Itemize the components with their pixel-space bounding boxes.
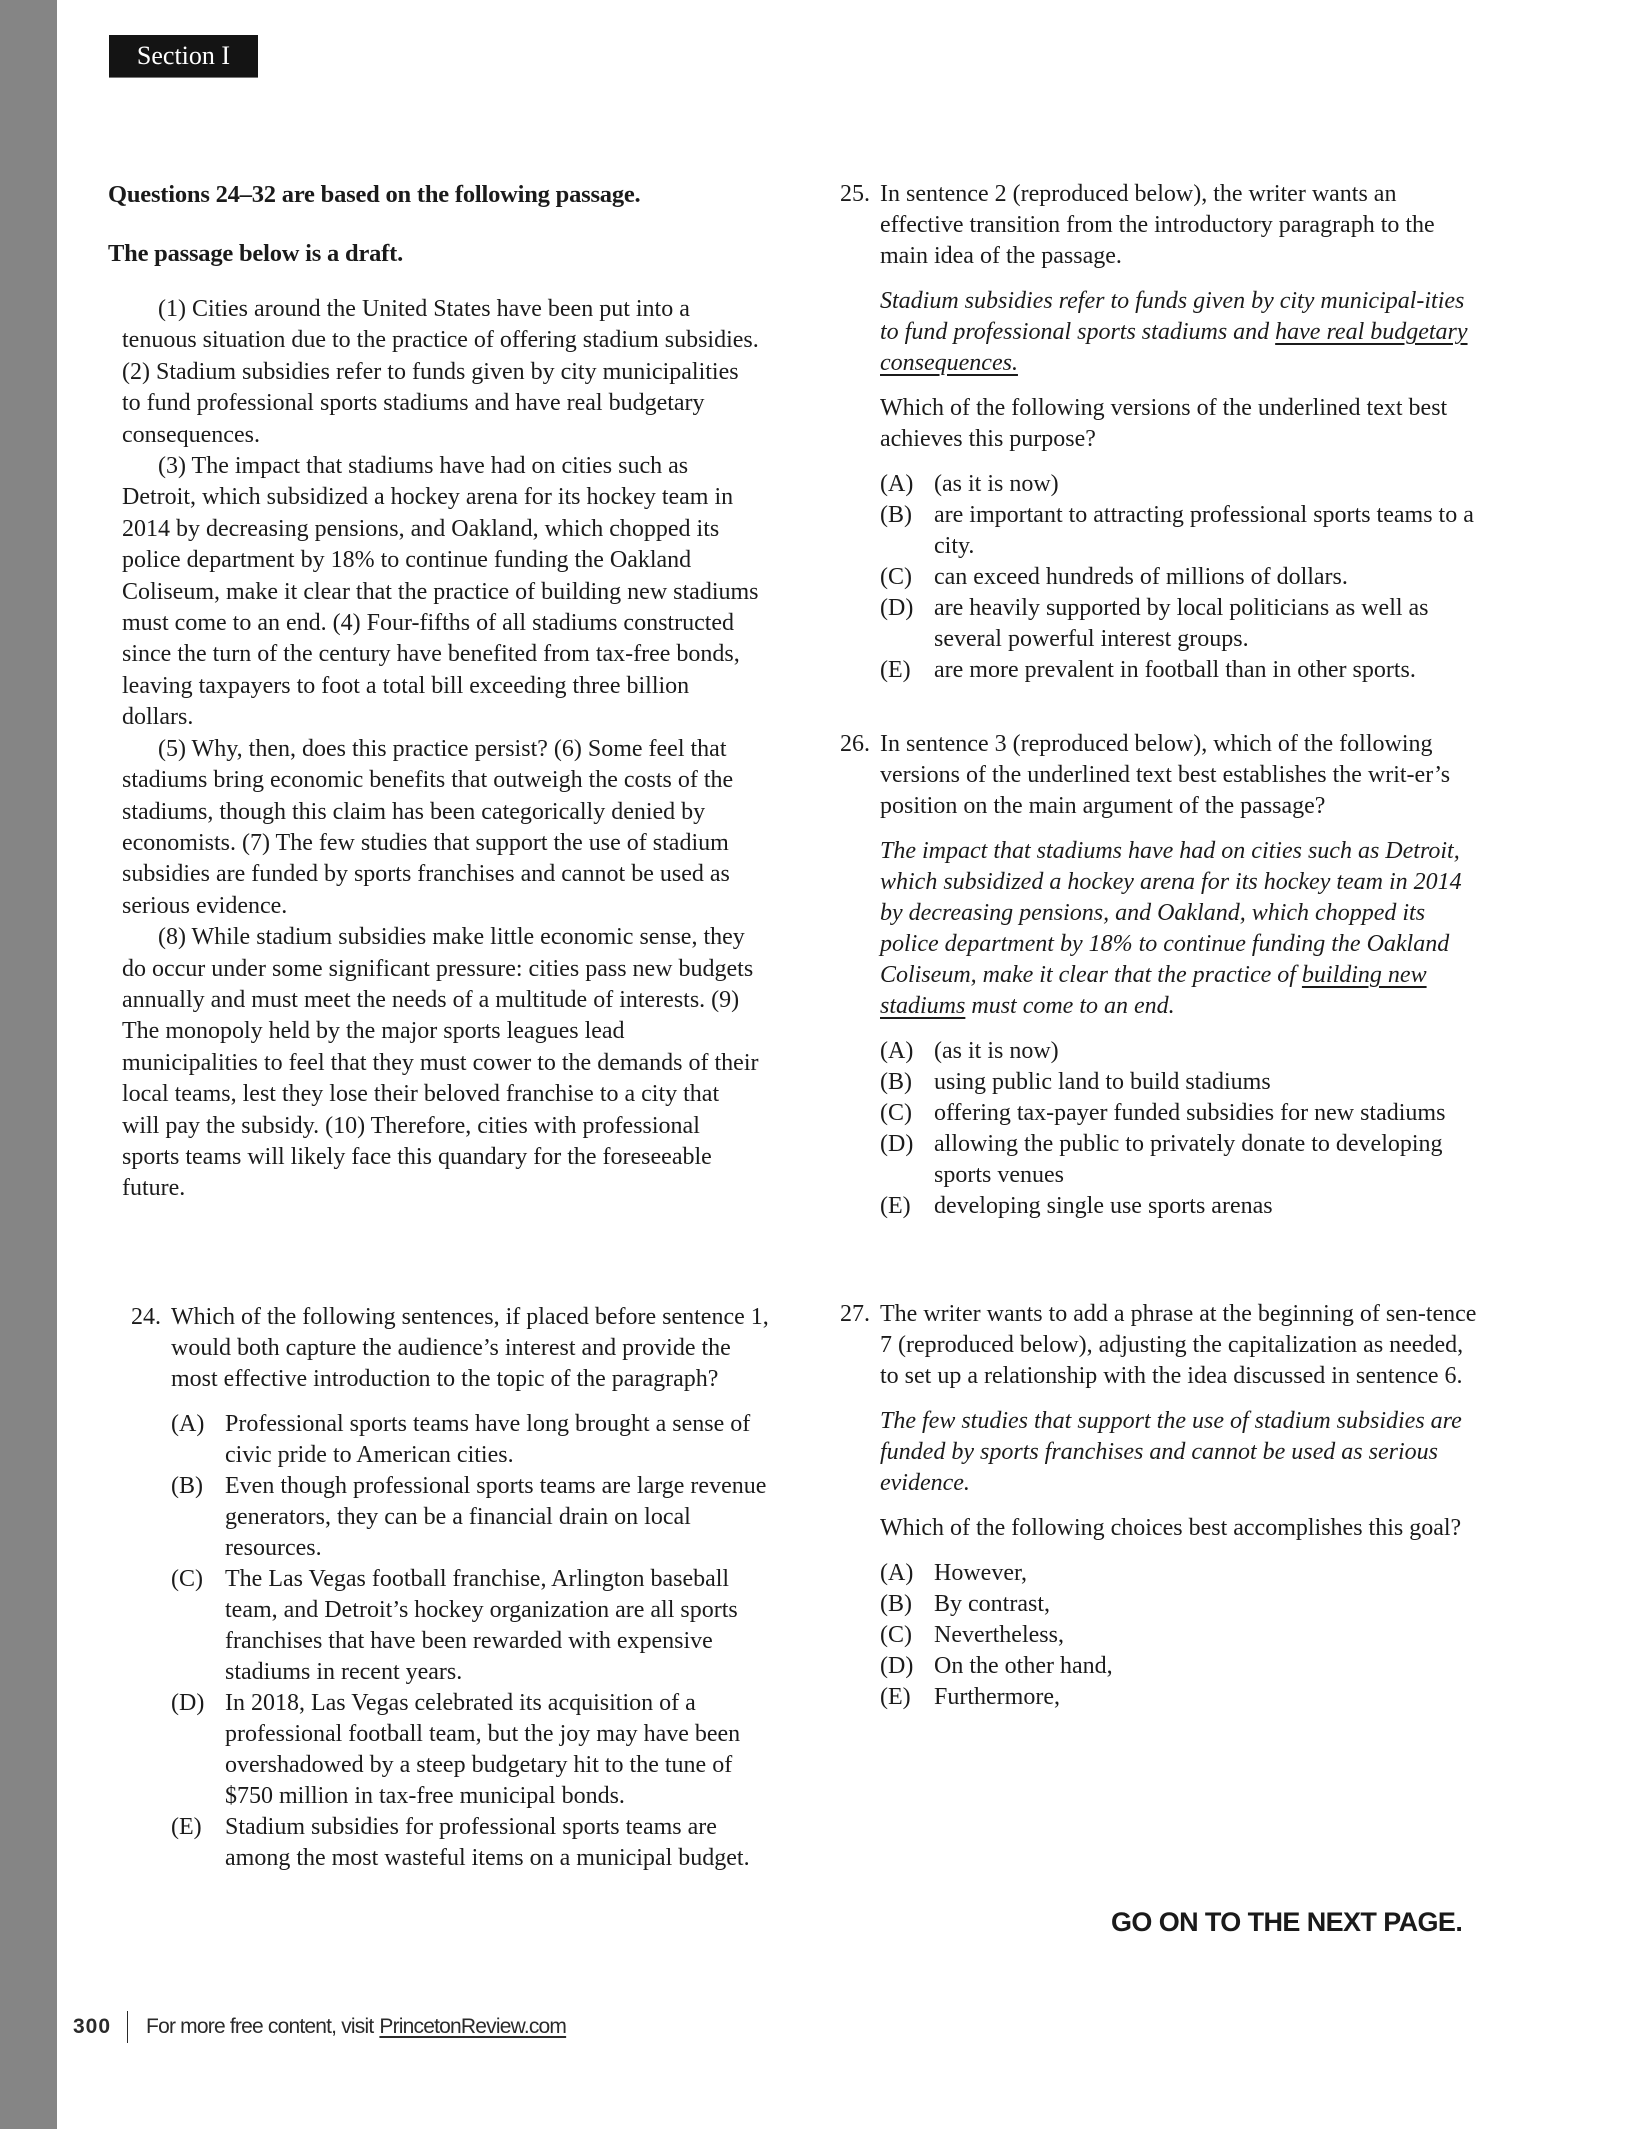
answer-choice-e[interactable] (880, 655, 1476, 686)
choice-label: (A) (880, 471, 914, 497)
passage-paragraph: (1) Cities around the United States have been put into a tenuous situation due to the practice of offering stadium subsidies. (2) Stadium subsidies refer to funds given by city municipalities to fund professional sports stadiums and have real budgetary consequences. (122, 296, 759, 448)
answer-choice-b[interactable] (880, 1589, 1480, 1620)
choice-text: Furthermore, (934, 1684, 1060, 1710)
question-stem (840, 1299, 1480, 1392)
question-stem (840, 729, 1480, 822)
passage-paragraph: (3) The impact that stadiums have had on cities such as Detroit, which subsidized a hockey arena for its hockey team in 2014 by decreasing pensions, and Oakland, which chopped its police department by 18% to continue funding the Oakland Coliseum, make it clear that the practice of building new stadiums must come to an end. (4) Four-fifths of all stadiums constructed since the turn of the century have benefited from tax-free bonds, leaving taxpayers to foot a total bill exceeding three billion dollars. (122, 453, 759, 731)
choice-text: By contrast, (934, 1591, 1050, 1617)
answer-choices (880, 1036, 1480, 1222)
answer-choices (880, 469, 1476, 686)
answer-choice-c[interactable] (171, 1564, 779, 1688)
choice-text: In 2018, Las Vegas celebrated its acquisition of a professional football team, but the joy may have been overshadowed by a steep budgetary hit to the tune of $750 million in tax-free municipal bonds. (225, 1690, 741, 1809)
question-number: 26. (840, 731, 870, 757)
choice-text: The Las Vegas football franchise, Arlington baseball team, and Detroit’s hockey organization are all sports franchises that have been rewarded with expensive stadiums in recent years. (225, 1566, 738, 1685)
footer-link[interactable]: PrincetonReview.com (379, 2015, 567, 2038)
answer-choice-a[interactable] (880, 1558, 1480, 1589)
passage-subheading: The passage below is a draft. (108, 240, 404, 267)
question-text: Which of the following sentences, if placed before sentence 1, would both capture the audience’s interest and provide the most effective introduction to the topic of the paragraph? (171, 1304, 769, 1392)
choice-label: (B) (880, 1591, 912, 1617)
answer-choices (880, 1558, 1480, 1713)
quote-text: Stadium subsidies refer to funds given by city municipal-ities to fund professional sports stadiums and (880, 288, 1465, 345)
answer-choice-e[interactable] (171, 1812, 779, 1874)
choice-label: (E) (171, 1814, 202, 1840)
question-number: 27. (840, 1301, 870, 1327)
answer-choice-b[interactable] (880, 1067, 1480, 1098)
choice-text: Professional sports teams have long brought a sense of civic pride to American cities. (225, 1411, 751, 1468)
choice-text: offering tax-payer funded subsidies for new stadiums (934, 1100, 1446, 1126)
answer-choice-b[interactable] (880, 500, 1476, 562)
answer-choices (171, 1409, 779, 1874)
underlined-text: have real budgetary consequences. (880, 319, 1468, 376)
choice-label: (A) (171, 1411, 205, 1437)
passage-paragraph: (8) While stadium subsidies make little economic sense, they do occur under some significant pressure: cities pass new budgets annually and must meet the needs of a multitude of interests. (9) The monopoly held by the major sports leagues lead municipalities to feel that they must cower to the demands of their local teams, lest they lose their beloved franchise to a city that will pay the subsidy. (10) Therefore, cities with professional sports teams will likely face this quandary for the foreseeable future. (122, 924, 759, 1202)
choice-label: (C) (880, 1622, 912, 1648)
choice-label: (C) (880, 1100, 912, 1126)
question-24 (131, 1302, 779, 1874)
choice-text: are more prevalent in football than in other sports. (934, 657, 1416, 683)
underlined-text: building new stadiums (880, 962, 1427, 1019)
choice-text: developing single use sports arenas (934, 1193, 1273, 1219)
choice-text: Stadium subsidies for professional sports teams are among the most wasteful items on a municipal budget. (225, 1814, 750, 1871)
quote-text: must come to an end. (965, 993, 1175, 1019)
choice-text: However, (934, 1560, 1027, 1586)
question-25 (840, 179, 1476, 686)
choice-text: (as it is now) (934, 471, 1059, 497)
answer-choice-e[interactable] (880, 1682, 1480, 1713)
passage (122, 294, 762, 1205)
choice-label: (E) (880, 657, 911, 683)
answer-choice-d[interactable] (880, 1129, 1480, 1191)
next-page-notice: GO ON TO THE NEXT PAGE. (1111, 1907, 1463, 1937)
quoted-sentence (880, 836, 1480, 1022)
choice-label: (D) (880, 595, 914, 621)
quote-text: The impact that stadiums have had on cities such as Detroit, which subsidized a hockey arena for its hockey team in 2014 by decreasing pensions, and Oakland, which chopped its police department by 18% to continue funding the Oakland Coliseum, make it clear that the practice of (880, 838, 1462, 988)
choice-text: are important to attracting professional sports teams to a city. (934, 502, 1474, 559)
choice-text: are heavily supported by local politicians as well as several powerful interest groups. (934, 595, 1429, 652)
question-text: In sentence 2 (reproduced below), the writer wants an effective transition from the introductory paragraph to the main idea of the passage. (880, 181, 1435, 269)
choice-label: (D) (880, 1131, 914, 1157)
choice-label: (E) (880, 1193, 911, 1219)
answer-choice-d[interactable] (171, 1688, 779, 1812)
choice-text: allowing the public to privately donate to developing sports venues (934, 1131, 1443, 1188)
choice-label: (D) (171, 1690, 205, 1716)
choice-label: (C) (880, 564, 912, 590)
answer-choice-d[interactable] (880, 1651, 1480, 1682)
choice-text: using public land to build stadiums (934, 1069, 1271, 1095)
answer-choice-d[interactable] (880, 593, 1476, 655)
choice-label: (B) (880, 1069, 912, 1095)
choice-text: can exceed hundreds of millions of dollars. (934, 564, 1348, 590)
answer-choice-c[interactable] (880, 1098, 1480, 1129)
page-number: 300 (73, 2015, 112, 2038)
choice-label: (C) (171, 1566, 203, 1592)
question-number: 25. (840, 181, 870, 207)
answer-choice-b[interactable] (171, 1471, 779, 1564)
quoted-sentence: The few studies that support the use of stadium subsidies are funded by sports franchises and cannot be used as serious evidence. (880, 1408, 1462, 1496)
choice-label: (A) (880, 1560, 914, 1586)
choice-label: (E) (880, 1684, 911, 1710)
choice-text: On the other hand, (934, 1653, 1113, 1679)
choice-label: (B) (880, 502, 912, 528)
question-27 (840, 1299, 1480, 1713)
page-edge-bar (0, 0, 57, 2129)
answer-choice-a[interactable] (880, 1036, 1480, 1067)
question-text: In sentence 3 (reproduced below), which of the following versions of the underlined text best establishes the writ-er’s position on the main argument of the passage? (880, 731, 1451, 819)
passage-heading: Questions 24–32 are based on the following passage. (108, 181, 641, 208)
page-footer (73, 2010, 566, 2044)
section-label: Section I (109, 35, 258, 78)
question-26 (840, 729, 1480, 1222)
footer-text: For more free content, visit (146, 2015, 374, 2038)
answer-choice-c[interactable] (880, 1620, 1480, 1651)
quoted-sentence (880, 286, 1476, 379)
choice-label: (A) (880, 1038, 914, 1064)
question-stem (131, 1302, 779, 1395)
question-text: The writer wants to add a phrase at the beginning of sen-tence 7 (reproduced below), adjusting the capitalization as needed, to set up a relationship with the idea discussed in sentence 6. (880, 1301, 1477, 1389)
choice-text: (as it is now) (934, 1038, 1059, 1064)
question-prompt: Which of the following choices best accomplishes this goal? (880, 1515, 1462, 1541)
question-stem (840, 179, 1476, 272)
answer-choice-e[interactable] (880, 1191, 1480, 1222)
footer-divider (127, 2011, 128, 2043)
choice-label: (B) (171, 1473, 203, 1499)
question-number: 24. (131, 1304, 161, 1330)
answer-choice-a[interactable] (171, 1409, 779, 1471)
passage-paragraph: (5) Why, then, does this practice persist? (6) Some feel that stadiums bring economic benefits that outweigh the costs of the stadiums, though this claim has been categorically denied by economists. (7) The few studies that support the use of stadium subsidies are funded by sports franchises and cannot be used as serious evidence. (122, 735, 734, 919)
choice-label: (D) (880, 1653, 914, 1679)
question-prompt: Which of the following versions of the underlined text best achieves this purpose? (880, 395, 1448, 452)
answer-choice-a[interactable] (880, 469, 1476, 500)
answer-choice-c[interactable] (880, 562, 1476, 593)
choice-text: Even though professional sports teams are large revenue generators, they can be a financial drain on local resources. (225, 1473, 767, 1561)
choice-text: Nevertheless, (934, 1622, 1064, 1648)
